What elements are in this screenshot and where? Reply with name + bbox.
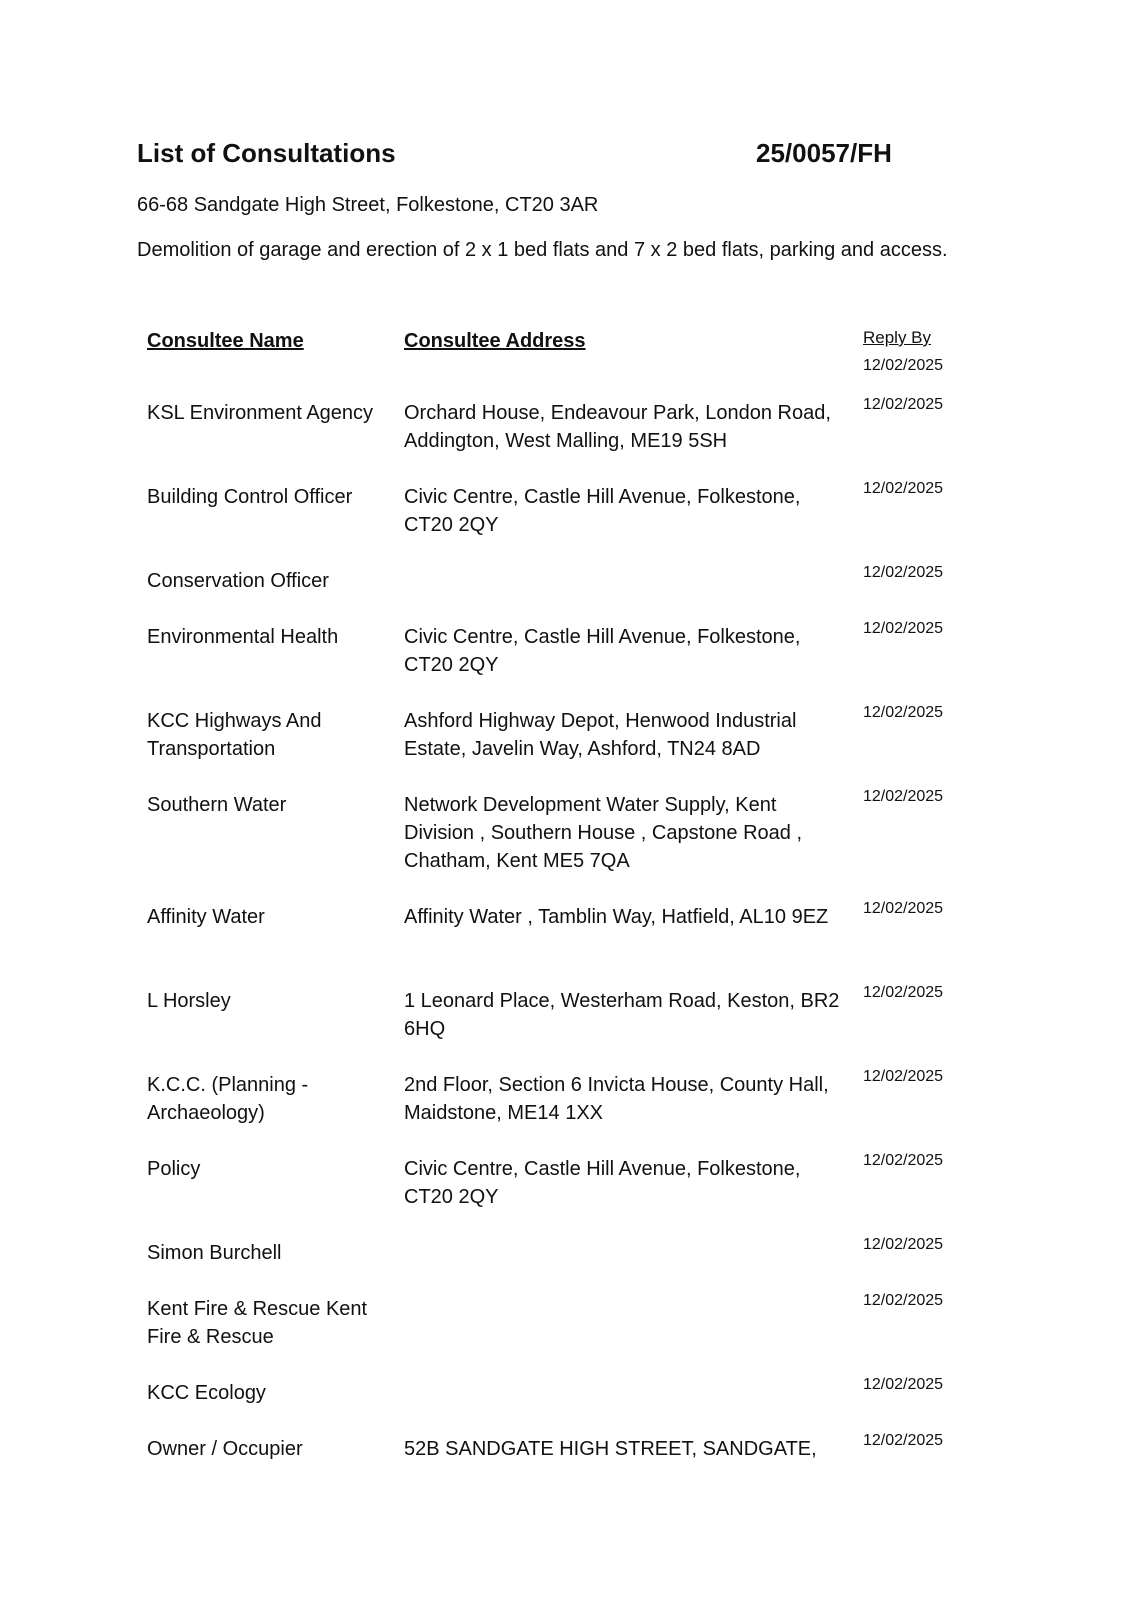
consultee-name: Building Control Officer <box>147 486 353 508</box>
reply-by-date: 12/02/2025 <box>863 788 944 805</box>
consultee-name: L Horsley <box>147 990 231 1012</box>
consultee-address: Network Development Water Supply, Kent Division , Southern House , Capstone Road , Chatham, Kent ME5 7QA <box>404 794 802 872</box>
reply-by-date: 12/02/2025 <box>863 1432 944 1449</box>
site-address: 66-68 Sandgate High Street, Folkestone, CT20 3AR <box>137 194 599 216</box>
consultee-address: Civic Centre, Castle Hill Avenue, Folkestone, CT20 2QY <box>404 626 801 676</box>
consultee-name: Policy <box>147 1158 201 1180</box>
reply-by-date: 12/02/2025 <box>863 1236 944 1253</box>
consultee-name: Kent Fire & Rescue Kent Fire & Rescue <box>147 1298 368 1348</box>
consultee-address: 52B SANDGATE HIGH STREET, SANDGATE, <box>404 1438 817 1460</box>
reply-by-date: 12/02/2025 <box>863 984 944 1001</box>
consultee-address: Ashford Highway Depot, Henwood Industrial Estate, Javelin Way, Ashford, TN24 8AD <box>404 710 797 760</box>
consultee-name: K.C.C. (Planning - Archaeology) <box>147 1074 309 1124</box>
application-reference: 25/0057/FH <box>756 138 892 168</box>
reply-by-date: 12/02/2025 <box>863 357 944 374</box>
consultee-name: Affinity Water <box>147 906 265 928</box>
consultee-address: Affinity Water , Tamblin Way, Hatfield, AL10 9EZ <box>404 906 829 928</box>
reply-by-date: 12/02/2025 <box>863 704 944 721</box>
consultee-address: 1 Leonard Place, Westerham Road, Keston, BR2 6HQ <box>404 990 840 1040</box>
reply-by-date: 12/02/2025 <box>863 564 944 581</box>
consultee-address: Civic Centre, Castle Hill Avenue, Folkestone, CT20 2QY <box>404 1158 801 1208</box>
reply-by-date: 12/02/2025 <box>863 900 944 917</box>
reply-by-date: 12/02/2025 <box>863 1292 944 1309</box>
document-title: List of Consultations <box>137 138 396 168</box>
column-header-consultee-name: Consultee Name <box>147 330 304 352</box>
consultee-name: Owner / Occupier <box>147 1438 303 1460</box>
consultee-address: Orchard House, Endeavour Park, London Road, Addington, West Malling, ME19 5SH <box>404 402 831 452</box>
reply-by-date: 12/02/2025 <box>863 1376 944 1393</box>
consultee-address: 2nd Floor, Section 6 Invicta House, County Hall, Maidstone, ME14 1XX <box>404 1074 829 1124</box>
column-header-consultee-address: Consultee Address <box>404 330 586 352</box>
reply-by-date: 12/02/2025 <box>863 1152 944 1169</box>
proposal-description: Demolition of garage and erection of 2 x 1 bed flats and 7 x 2 bed flats, parking and access. <box>137 239 948 261</box>
consultee-name: Southern Water <box>147 794 287 816</box>
consultee-name: KSL Environment Agency <box>147 402 374 424</box>
consultee-address: Civic Centre, Castle Hill Avenue, Folkestone, CT20 2QY <box>404 486 801 536</box>
column-header-reply-by: Reply By <box>863 328 932 347</box>
consultee-name: Conservation Officer <box>147 570 329 592</box>
reply-by-date: 12/02/2025 <box>863 620 944 637</box>
consultee-name: Environmental Health <box>147 626 339 648</box>
consultee-name: KCC Highways And Transportation <box>147 710 322 760</box>
reply-by-date: 12/02/2025 <box>863 1068 944 1085</box>
reply-by-date: 12/02/2025 <box>863 480 944 497</box>
consultee-name: KCC Ecology <box>147 1382 266 1404</box>
consultee-name: Simon Burchell <box>147 1242 282 1264</box>
reply-by-date: 12/02/2025 <box>863 396 944 413</box>
